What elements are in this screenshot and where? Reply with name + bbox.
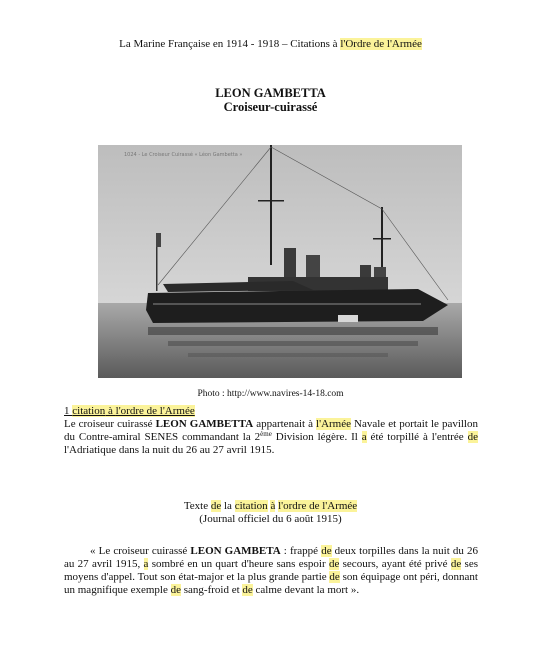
summary-text: appartenait à [253,418,317,430]
summary-text: Navale et portait le pavillon du Contre-amiral SENES commandant la 2 [64,418,478,443]
citation-word: citation [72,405,106,417]
quote-highlight: de [321,545,332,557]
quote-text: son équipage ont péri, donnant un magnifique exemple [64,571,478,596]
quote-text: ses moyens d'appel. Tout son état-major et la plus grande partie [64,558,478,583]
summary-highlight: l'Armée [316,418,351,430]
quote-text: calme devant la mort ». [252,584,360,596]
summary-superscript: ème [260,430,272,438]
header-highlight: l'Ordre de l'Armée [340,38,422,50]
citation-a: à [105,405,116,417]
quote-text: sombré en un quart d'heure sans espoir [148,558,329,570]
title-highlight: citation [234,500,268,512]
section-citation-1 [64,405,478,457]
photo-caption: Photo : http://www.navires-14-18.com [197,389,344,399]
summary-text: Division légère. Il [271,431,362,443]
ship-name: LEON GAMBETTA [215,86,326,100]
quote-highlight: de [329,571,340,583]
summary-text: été torpillé à l'entrée [366,431,468,443]
ship-summary-paragraph [64,418,478,457]
summary-highlight: a [361,431,367,443]
title-highlight: l'ordre de l'Armée [278,500,358,512]
quote-text: deux torpilles dans la nuit du 26 au 27 avril 1915, [64,545,478,570]
quote-text: « Le croiseur cuirassé [90,545,191,557]
ship-photo-illustration [98,145,462,378]
section-citation-quote [64,545,478,597]
ship-type: Croiseur-cuirassé [223,100,318,114]
quote-ship-name: LEON GAMBETA [190,545,281,557]
quote-highlight: de [328,558,340,570]
quote-highlight: a [143,558,149,570]
citation-order: l'ordre de l'Armée [115,405,195,417]
summary-text: l'Adriatique dans la nuit du 26 au 27 avril 1915. [64,444,275,456]
summary-text: Le croiseur cuirassé [64,418,156,430]
journal-reference: (Journal officiel du 6 août 1915) [199,513,342,525]
summary-highlight: de [467,431,478,443]
summary-ship-name: LEON GAMBETTA [155,418,254,430]
title-text: la [221,500,235,512]
quote-highlight: de [170,584,181,596]
quote-highlight: de [242,584,253,596]
citation-number: 1 [64,405,73,417]
title-block [0,86,541,114]
section-citation-text-title [0,500,541,526]
title-highlight: à [270,500,276,512]
quote-text: sang-froid et [181,584,243,596]
quote-text: : frappé [280,545,322,557]
document-header [0,38,541,50]
citation-text-title [0,500,541,513]
title-highlight: de [210,500,222,512]
citation-quote-paragraph [64,545,478,597]
citation-heading [64,405,478,418]
title-text: Texte [183,500,211,512]
header-text: La Marine Française en 1914 - 1918 – Citations à [119,38,341,50]
quote-highlight: de [450,558,462,570]
ship-photo [98,145,462,378]
photo-inscription: 1024 - Le Croiseur Cuirassé « Léon Gambetta » [124,152,243,158]
quote-text: secours, ayant été privé [339,558,451,570]
